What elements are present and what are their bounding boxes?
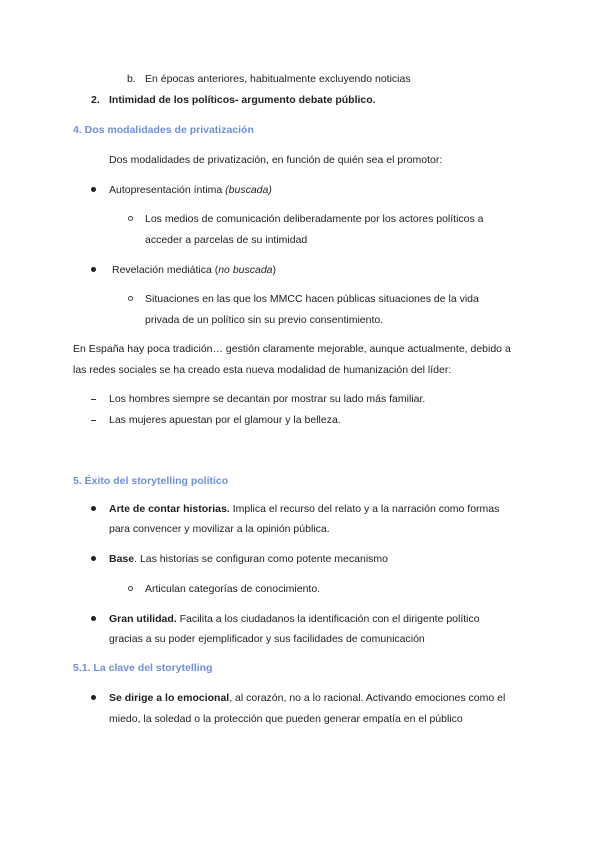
bullet-bold: Gran utilidad. xyxy=(109,613,177,625)
bullet-label: Autopresentación íntima xyxy=(109,184,226,196)
sub-bullet-icon xyxy=(128,586,133,591)
bullet-bold: Arte de contar historias. xyxy=(109,503,230,515)
bullet-icon xyxy=(91,267,96,272)
bullet-emocional xyxy=(109,691,505,705)
bullet-italic: (buscada) xyxy=(225,184,272,196)
bullet-utilidad xyxy=(109,612,480,626)
bullet-icon xyxy=(91,695,96,700)
bullet-emocional-cont: miedo, la soledad o la protección que pueden generar empatía en el público xyxy=(109,713,463,725)
bullet-autopresentacion xyxy=(109,183,272,197)
bullet-icon xyxy=(91,556,96,561)
section-4-heading: 4. Dos modalidades de privatización xyxy=(73,124,254,136)
bullet-bold: Base xyxy=(109,553,135,565)
section-5-1-heading: 5.1. La clave del storytelling xyxy=(73,662,213,674)
list-marker-b: b. xyxy=(127,73,136,85)
sub-bullet-text: Situaciones en las que los MMCC hacen públicas situaciones de la vida xyxy=(145,293,479,305)
bullet-rest: Facilita a los ciudadanos la identificación con el dirigente político xyxy=(176,613,480,625)
sub-bullet-text-cont: privada de un político sin su previo consentimiento. xyxy=(145,314,384,326)
bullet-base xyxy=(109,552,388,566)
list-item-b: En épocas anteriores, habitualmente excluyendo noticias xyxy=(145,73,411,85)
sub-bullet-icon xyxy=(128,296,133,301)
bullet-rest: Implica el recurso del relato y a la narración como formas xyxy=(229,503,500,515)
sub-bullet-text: Los medios de comunicación deliberadamente por los actores políticos a xyxy=(145,213,484,225)
bullet-rest: , al corazón, no a lo racional. Activando emociones como el xyxy=(229,692,506,704)
bullet-utilidad-cont: gracias a su poder ejemplificador y sus facilidades de comunicación xyxy=(109,633,425,645)
bullet-arte xyxy=(109,502,499,516)
bullet-revelacion xyxy=(112,263,276,277)
bullet-arte-cont: para convencer y movilizar a la opinión pública. xyxy=(109,523,330,535)
dash-icon xyxy=(91,399,96,400)
paragraph-line: las redes sociales se ha creado esta nueva modalidad de humanización del líder: xyxy=(73,364,452,376)
sub-bullet-text: Articulan categorías de conocimiento. xyxy=(145,583,321,595)
bullet-close: ) xyxy=(272,264,277,276)
section-4-intro: Dos modalidades de privatización, en función de quién sea el promotor: xyxy=(109,154,443,166)
bullet-bold: Se dirige a lo emocional xyxy=(109,692,230,704)
bullet-icon xyxy=(91,506,96,511)
list-item-2: Intimidad de los políticos- argumento debate público. xyxy=(109,94,376,106)
sub-bullet-text-cont: acceder a parcelas de su intimidad xyxy=(145,234,308,246)
dash-item: Las mujeres apuestan por el glamour y la belleza. xyxy=(109,414,341,426)
section-5-heading: 5. Éxito del storytelling político xyxy=(73,475,229,487)
bullet-italic: no buscada xyxy=(218,264,273,276)
bullet-label: Revelación mediática ( xyxy=(112,264,219,276)
list-marker-2: 2. xyxy=(91,94,100,106)
sub-bullet-icon xyxy=(128,216,133,221)
bullet-icon xyxy=(91,187,96,192)
dash-icon xyxy=(91,420,96,421)
bullet-icon xyxy=(91,616,96,621)
dash-item: Los hombres siempre se decantan por mostrar su lado más familiar. xyxy=(109,393,426,405)
bullet-rest: . Las historias se configuran como potente mecanismo xyxy=(134,553,388,565)
paragraph-line: En España hay poca tradición… gestión claramente mejorable, aunque actualmente, debido a xyxy=(73,343,511,355)
